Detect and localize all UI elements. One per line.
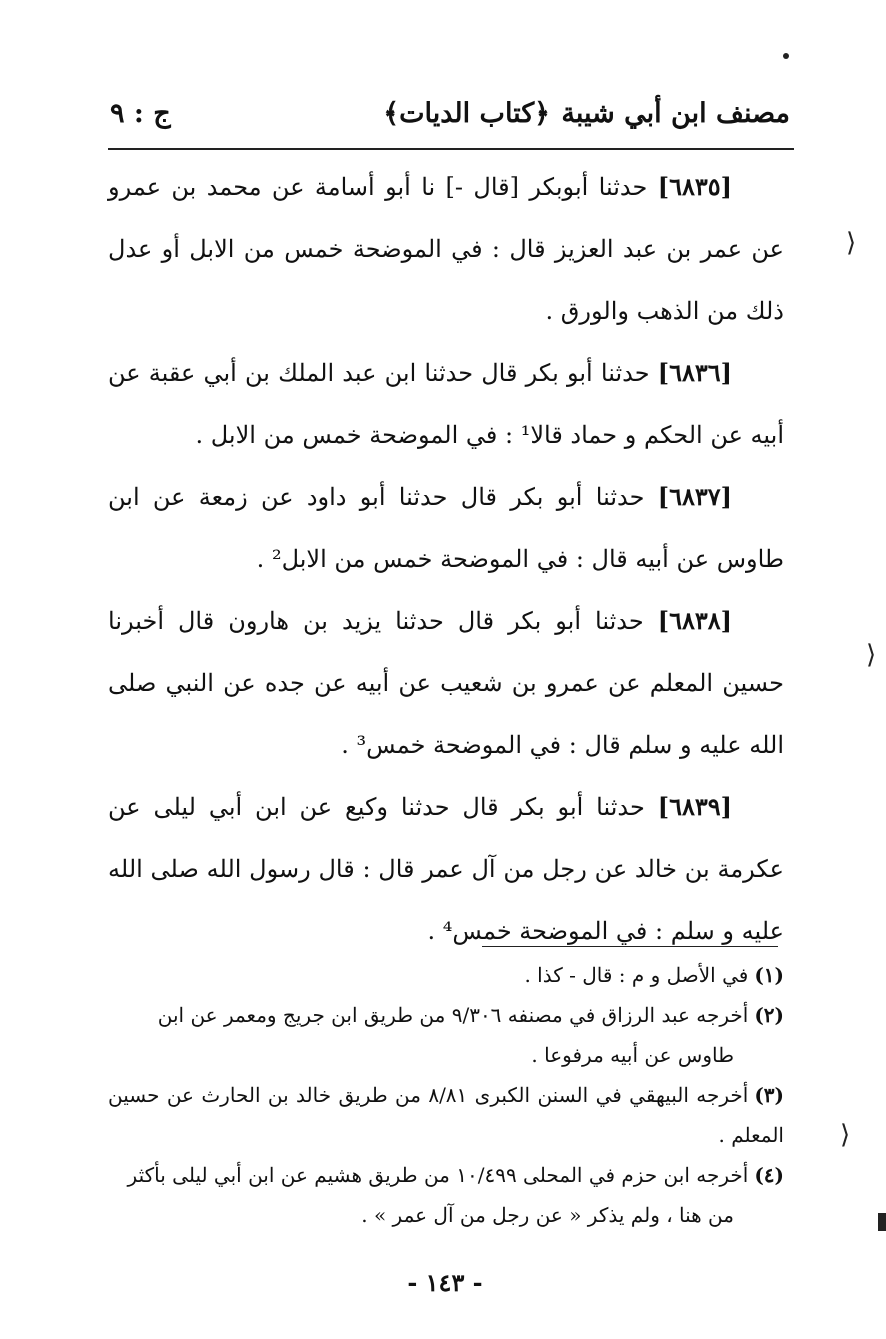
running-header	[108, 92, 790, 142]
main-text	[108, 156, 784, 962]
footnotes	[108, 955, 784, 1235]
margin-mark-icon: ⟩	[840, 1120, 851, 1150]
footnote	[108, 1075, 784, 1155]
page-number: - ١٤٣ -	[407, 1268, 483, 1297]
hadith-text: حدثنا أبو بكر قال حدثنا يزيد بن هارون قال أخبرنا حسين المعلم عن عمرو بن شعيب عن أبيه عن جده عن النبي صلى الله عليه و سلم قال : في الموضحة خمس³ .	[108, 607, 784, 759]
footnote-continuation: طاوس عن أبيه مرفوعا .	[531, 1043, 734, 1067]
footnote-number: (٣)	[754, 1083, 784, 1107]
ink-dot	[783, 53, 789, 59]
footnote-number: (١)	[754, 963, 784, 987]
footnote	[108, 955, 784, 995]
hadith-entry	[108, 590, 784, 776]
header-rule	[108, 148, 794, 150]
footnote-separator	[482, 946, 778, 947]
hadith-number: [٦٨٣٦]	[657, 358, 732, 387]
hadith-entry	[108, 776, 784, 962]
hadith-number: [٦٨٣٥]	[657, 172, 732, 201]
margin-mark-icon: ⟩	[846, 228, 857, 258]
footnote-text: أخرجه البيهقي في السنن الكبرى ٨/٨١ من طريق خالد بن الحارث عن حسين المعلم .	[108, 1083, 784, 1147]
hadith-entry	[108, 466, 784, 590]
footnote	[108, 995, 784, 1035]
hadith-number: [٦٨٣٩]	[657, 792, 732, 821]
chapter-title: ﴿كتاب الديات﴾	[383, 98, 550, 129]
footnote-text: في الأصل و م : قال - كذا .	[524, 963, 749, 987]
footnote	[108, 1155, 784, 1195]
hadith-number: [٦٨٣٨]	[657, 606, 732, 635]
edge-mark	[878, 1213, 886, 1231]
book-title: مصنف ابن أبي شيبة	[561, 98, 790, 129]
hadith-entry	[108, 342, 784, 466]
footnote-number: (٢)	[754, 1003, 784, 1027]
hadith-text: حدثنا أبو بكر قال حدثنا وكيع عن ابن أبي ليلى عن عكرمة بن خالد عن رجل من آل عمر قال : قال رسول الله صلى الله عليه و سلم : في الموضحة خمس⁴ .	[108, 793, 784, 945]
footnote-text: أخرجه ابن حزم في المحلى ١٠/٤٩٩ من طريق هشيم عن ابن أبي ليلى بأكثر	[127, 1163, 749, 1187]
hadith-text: حدثنا أبو بكر قال حدثنا ابن عبد الملك بن أبي عقبة عن أبيه عن الحكم و حماد قالا¹ : في الموضحة خمس من الابل .	[108, 359, 784, 449]
footnote-number: (٤)	[754, 1163, 784, 1187]
margin-mark-icon: ⟩	[866, 640, 877, 670]
hadith-text: حدثنا أبو بكر قال حدثنا أبو داود عن زمعة عن ابن طاوس عن أبيه قال : في الموضحة خمس من الابل² .	[108, 483, 784, 573]
hadith-number: [٦٨٣٧]	[657, 482, 732, 511]
hadith-entry	[108, 156, 784, 342]
volume-label: ج : ٩	[110, 98, 171, 129]
footnote-text: أخرجه عبد الرزاق في مصنفه ٩/٣٠٦ من طريق ابن جريج ومعمر عن ابن	[157, 1003, 749, 1027]
hadith-text: حدثنا أبوبكر [قال -] نا أبو أسامة عن محمد بن عمرو عن عمر بن عبد العزيز قال : في الموضحة خمس من الابل أو عدل ذلك من الذهب والورق .	[108, 173, 784, 325]
footnote-continuation: من هنا ، ولم يذكر « عن رجل من آل عمر » .	[361, 1203, 734, 1227]
